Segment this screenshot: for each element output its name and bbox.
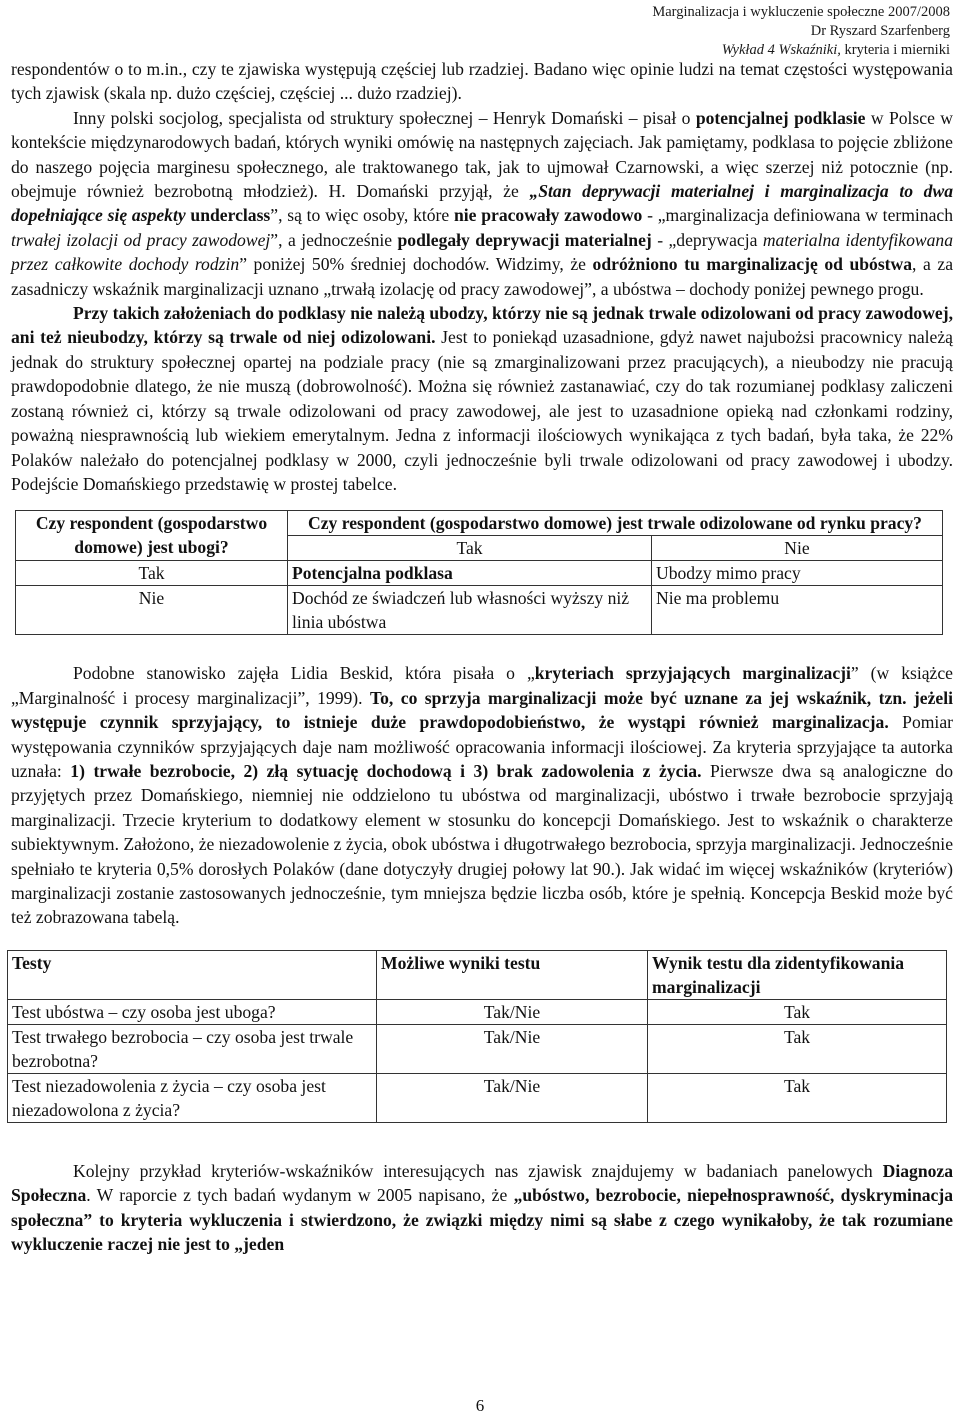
document-header [652, 3, 950, 60]
p2-text-l: - „deprywacja [651, 229, 763, 250]
p2-text-h: - „marginalizacja definiowana w terminach [642, 205, 954, 226]
p4-text-g: Pierwsze dwa są analogiczne do przyjętych przez Domańskiego, niemniej nie oddzielono tu ubóstwa od marginalizacji, ubóstwo i trwałe bezrobocie sprzyjają marginalizacji. Trzecie kryterium to dodatkowy element w stosunku do koncepcji Domańskiego. Jest to wskaźnik o charakterze subiektywnym. Założono, że niezadowolenie z życia, obok ubóstwa i długotrwałego bezrobocia, sprzyja marginalizacji. Jednocześnie spełniało te kryteria 0,5% dorosłych Polaków (dane dotyczyły drugiej połowy lat 90.). Jak widać im więcej wskaźników (kryteriów) marginalizacji zostanie zastosowanych jednocześnie, tym mniejsza będzie liczba osób, które je spełnią. Koncepcja Beskid może być też zobrazowana tabelą. [11, 760, 953, 928]
page-number: 6 [475, 1396, 485, 1415]
p5-text-c: . W raporcie z tych badań wydanym w 2005 napisano, że [86, 1185, 514, 1206]
table-row [8, 999, 947, 1024]
table-row [16, 586, 943, 635]
p2-text-n: ” poniżej 50% średniej dochodów. Widzimy, że [239, 254, 593, 275]
p2-bold-g: nie pracowały zawodowo [453, 205, 643, 226]
p2-italic-m: materialna identyfikowana przez całkowite dochody rodzin [11, 229, 953, 275]
table1-cell: Potencjalna podklasa [288, 561, 652, 586]
table-row [16, 561, 943, 586]
p4-text-c: ” (w książce „Marginalność i procesy marginalizacji”, 1999). [11, 663, 953, 708]
p2-bold-o: odróżniono tu marginalizację od ubóstwa [592, 254, 913, 275]
p2-underclass: underclass [190, 205, 271, 226]
p4-text-a: Podobne stanowisko zajęła Lidia Beskid, która pisała o „ [73, 663, 535, 684]
table2-cell-results: Tak/Nie [377, 1024, 648, 1073]
document-body [11, 57, 953, 1256]
p2-bold-b: potencjalnej podklasie [695, 107, 866, 128]
paragraph-5 [11, 1159, 953, 1257]
p2-text-p: , a za zasadniczy wskaźnik marginalizacji uznano „trwałą izolację od pracy zawodowej”, a ubóstwa – dochody poniżej pewnego progu. [11, 254, 953, 299]
table1-cell: Ubodzy mimo pracy [652, 561, 943, 586]
table1-row-label: Nie [16, 586, 288, 635]
table2-header-results: Możliwe wyniki testu [377, 950, 648, 999]
p4-bold-f: 1) trwałe bezrobocie, 2) złą sytuację dochodową i 3) brak zadowolenia z życia. [70, 760, 702, 781]
p2-italic-i: trwałej izolacji od pracy zawodowej [11, 229, 271, 250]
paragraph-1: respondentów o to m.in., czy te zjawiska występują częściej lub rzadziej. Badano więc opinie ludzi na temat częstości występowania tych zjawisk (skala np. dużo częściej, częściej ... dużo rzadziej). [11, 59, 953, 104]
table2-cell-test: Test ubóstwa – czy osoba jest uboga? [8, 999, 377, 1024]
table-row [8, 1024, 947, 1073]
p2-text-c: w Polsce w kontekście międzynarodowych badań, których wyniki omówię na następnych zajęciach. Jak pamiętamy, podklasa to pojęcie zbliżone do naszego pojęcia marginesu społecznego, ale traktowanego tak, jak to ujmował Czarnowski, a więc szerzej niż potocznie (np. obejmuje również bezrobotną młodzież). H. Domański przyjął, że [11, 107, 953, 202]
table2-cell-test: Test trwałego bezrobocia – czy osoba jest trwale bezrobotna? [8, 1024, 377, 1073]
table-row [8, 1073, 947, 1122]
p2-text-a: Inny polski socjolog, specjalista od struktury społecznej – Henryk Domański – pisał o [73, 107, 696, 128]
table1-top-header: Czy respondent (gospodarstwo domowe) jest trwale odizolowane od rynku pracy? [288, 511, 943, 536]
table2-cell-outcome: Tak [648, 1073, 947, 1122]
table2-header-tests: Testy [8, 950, 377, 999]
table1-row-label: Tak [16, 561, 288, 586]
table2-header-outcome: Wynik testu dla zidentyfikowania marginalizacji [648, 950, 947, 999]
domanski-table [15, 510, 943, 635]
table2-cell-outcome: Tak [648, 1024, 947, 1073]
header-course-title: Marginalizacja i wykluczenie społeczne 2007/2008 [652, 4, 950, 20]
p5-bold-b: Diagnoza Społeczna [11, 1160, 953, 1206]
p2-text-f: ”, są to więc osoby, które [270, 205, 454, 226]
p2-text-j: ”, a jednocześnie [270, 229, 398, 250]
paragraph-4 [11, 661, 953, 929]
table1-cell: Nie ma problemu [652, 586, 943, 635]
p5-bold-d: „ubóstwo, bezrobocie, niepełnosprawność, dyskryminacja społeczna” to kryteria wykluczenia i stwierdzono, że związki między nimi są słabe z czego wynikałoby, że tak rozumiane wykluczenie raczej nie jest to „jeden [11, 1185, 953, 1254]
table2-cell-results: Tak/Nie [377, 1073, 648, 1122]
header-lecture-rest: kryteria i mierniki [840, 42, 950, 58]
p4-bold-b: kryteriach sprzyjających marginalizacji [534, 663, 851, 684]
p4-bold-d: To, co sprzyja marginalizacji może być uznane za jej wskaźnik, tzn. jeżeli występuje czynnik sprzyjający, to istnieje duże prawdopodobieństwo, że wystąpi również marginalizacja. [11, 687, 953, 733]
p2-bold-k: podlegały deprywacji materialnej [397, 229, 652, 250]
header-lecture-italic: Wykład 4 Wskaźniki, [721, 42, 841, 58]
table2-cell-results: Tak/Nie [377, 999, 648, 1024]
table1-cell: Dochód ze świadczeń lub własności wyższy niż linia ubóstwa [288, 586, 652, 635]
p2-quote-d: „Stan deprywacji materialnej i marginalizacja to dwa dopełniające się aspekty [11, 181, 954, 226]
paragraph-2 [11, 106, 953, 301]
table1-corner-cell: Czy respondent (gospodarstwo domowe) jest ubogi? [16, 511, 288, 561]
beskid-table [7, 950, 947, 1123]
p3-bold-a: Przy takich założeniach do podklasy nie należą ubodzy, którzy nie są jednak trwale odizolowani od pracy zawodowej, ani też nieubodzy, którzy są trwale od niej odizolowani. [11, 303, 953, 348]
p3-text-b: Jest to poniekąd uzasadnione, gdyż nawet najubożsi pracownicy należą jednak do struktury społecznej opartej na podziale pracy (nie są zmarginalizowani przez pracujących), a nieubodzy nie pracują prawdopodobnie dlatego, że nie muszą (dobrowolność). Można się również zastanawiać, czy do tak rozumianej podklasy zaliczeni zostaną również ci, którzy są trwale odizolowani od pracy zawodowej, ale jest to uzasadnione opieką nad członkami rodziny, poważną niesprawnością lub wiekiem emerytalnym. Jedna z informacji ilościowych wynikająca z tych badań, była taka, że 22% Polaków należało do potencjalnej podklasy w 2000, czyli jednocześnie byli trwale odizolowani od pracy zawodowej i ubodzy. Podejście Domańskiego przedstawię w prostej tabelce. [11, 327, 953, 494]
p5-text-a: Kolejny przykład kryteriów-wskaźników interesujących nas zjawisk znajdujemy w badaniach panelowych [73, 1160, 883, 1181]
paragraph-3 [11, 301, 953, 496]
p4-text-e: Pomiar występowania czynników sprzyjających daje nam możliwość opracowania informacji ilościowej. Za kryteria sprzyjające ta autorka uznała: [11, 712, 953, 781]
table2-cell-test: Test niezadowolenia z życia – czy osoba jest niezadowolona z życia? [8, 1073, 377, 1122]
table1-col-tak: Tak [288, 536, 652, 561]
header-author: Dr Ryszard Szarfenberg [810, 23, 950, 39]
table1-col-nie: Nie [652, 536, 943, 561]
table2-cell-outcome: Tak [648, 999, 947, 1024]
